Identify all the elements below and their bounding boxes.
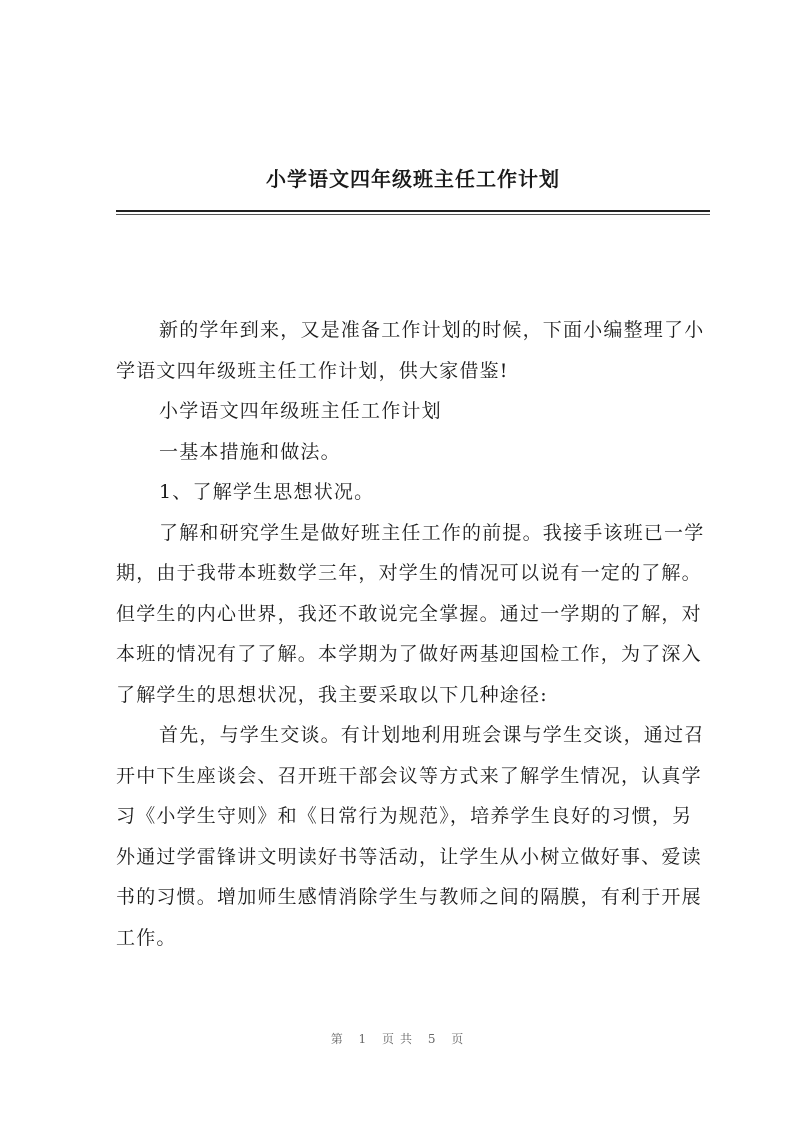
subsection-heading: 1、了解学生思想状况。 bbox=[159, 481, 375, 503]
page-footer: 第 1 页共 5 页 bbox=[330, 1032, 470, 1046]
section-heading: 一基本措施和做法。 bbox=[159, 440, 341, 463]
document-title: 小学语文四年级班主任工作计划 bbox=[266, 167, 560, 191]
body-paragraph: 首先，与学生交谈。有计划地利用班会课与学生交谈，通过召开中下生座谈会、召开班干部会议等方式来了解学生情况，认真学习《小学生守则》和《日常行为规范》，培养学生良好的习惯，另外通过学雷锋讲文明读好书等活动，让学生从小树立做好事、爱读书的习惯。增加师生感情消除学生与教师之间的隔膜，有利于开展工作。 bbox=[116, 724, 705, 949]
subtitle-paragraph: 小学语文四年级班主任工作计划 bbox=[159, 400, 442, 422]
title-divider-thin bbox=[116, 214, 710, 215]
document-body bbox=[116, 310, 710, 958]
intro-paragraph: 新的学年到来，又是准备工作计划的时候，下面小编整理了小学语文四年级班主任工作计划，供大家借鉴! bbox=[116, 319, 705, 382]
title-divider bbox=[116, 210, 710, 212]
body-paragraph: 了解和研究学生是做好班主任工作的前提。我接手该班已一学期，由于我带本班数学三年，对学生的情况可以说有一定的了解。但学生的内心世界，我还不敢说完全掌握。通过一学期的了解，对本班的情况有了了解。本学期为了做好两基迎国检工作，为了深入了解学生的思想状况，我主要采取以下几种途径: bbox=[116, 521, 705, 706]
